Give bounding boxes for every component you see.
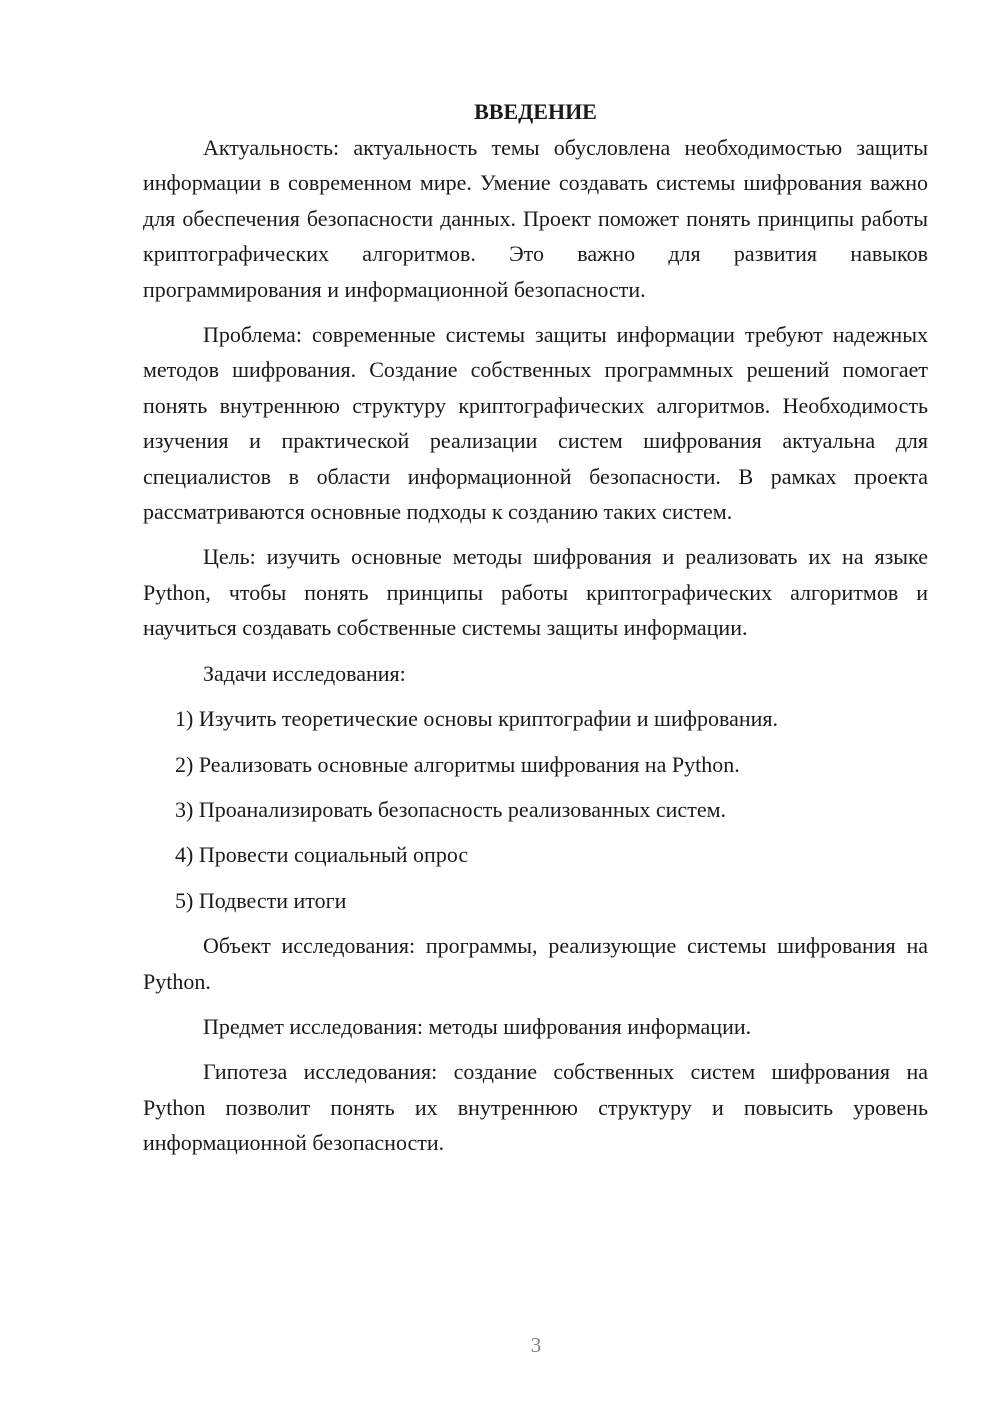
object-paragraph: Объект исследования: программы, реализующие системы шифрования на Python. [143,933,928,994]
page-content [143,94,928,1171]
subject-paragraph: Предмет исследования: методы шифрования информации. [203,1013,752,1039]
task-item: 1) Изучить теоретические основы криптографии и шифрования. [175,706,779,732]
task-item: 2) Реализовать основные алгоритмы шифрования на Python. [175,751,740,777]
task-item: 3) Проанализировать безопасность реализованных систем. [175,796,726,822]
task-item: 5) Подвести итоги [175,887,347,913]
problem-paragraph: Проблема: современные системы защиты информации требуют надежных методов шифрования. Создание собственных программных решений помогает понять внутреннюю структуру криптографических алгоритмов. Необходимость изучения и практической реализации систем шифрования актуальна для специалистов в области информационной безопасности. В рамках проекта рассматриваются основные подходы к созданию таких систем. [143,322,928,525]
relevance-paragraph: Актуальность: актуальность темы обусловлена необходимостью защиты информации в современном мире. Умение создавать системы шифрования важно для обеспечения безопасности данных. Проект поможет понять принципы работы криптографических алгоритмов. Это важно для развития навыков программирования и информационной безопасности. [143,135,928,302]
goal-paragraph: Цель: изучить основные методы шифрования и реализовать их на языке Python, чтобы понять принципы работы криптографических алгоритмов и научиться создавать собственные системы защиты информации. [143,544,928,641]
page-number: 3 [530,1333,542,1357]
tasks-label: Задачи исследования: [203,660,406,686]
section-heading: ВВЕДЕНИЕ [474,99,597,124]
hypothesis-paragraph: Гипотеза исследования: создание собственных систем шифрования на Python позволит понять их внутреннюю структуру и повысить уровень информационной безопасности. [143,1059,928,1156]
task-item: 4) Провести социальный опрос [175,842,469,868]
